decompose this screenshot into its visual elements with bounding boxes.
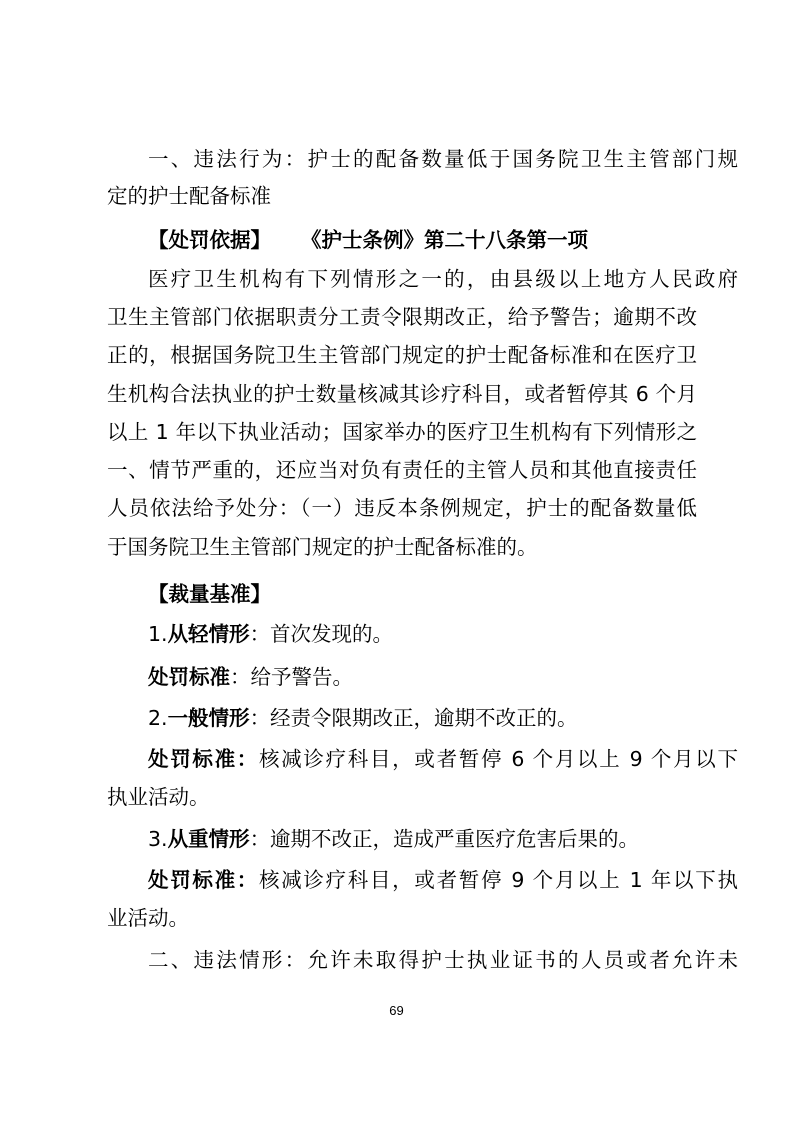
heavy-circumstance [148,825,738,853]
light-penalty [148,663,738,691]
basis-paragraph-line: 以上 1 年以下执业活动；国家举办的医疗卫生机构有下列情形之 [107,420,697,444]
basis-paragraph-line: 生机构合法执业的护士数量核减其诊疗科目，或者暂停其 6 个月 [107,382,697,406]
heavy-penalty-label: 处罚标准： [148,868,259,892]
light-text: ：首次发现的。 [249,622,394,646]
basis-label: 【处罚依据】 [148,228,271,252]
light-penalty-label: 处罚标准 [148,665,230,689]
basis-paragraph-line: 医疗卫生机构有下列情形之一的，由县级以上地方人民政府 [148,267,738,291]
general-penalty-line2: 执业活动。 [107,785,210,809]
basis-paragraph-line: 卫生主管部门依据职责分工责令限期改正，给予警告；逾期不改 [107,305,697,329]
section2-heading-line1: 二、违法情形：允许未取得护士执业证书的人员或者允许未 [148,948,738,972]
basis-paragraph-line: 一、情节严重的，还应当对负有责任的主管人员和其他直接责任 [107,458,697,482]
general-penalty-line1 [148,745,738,773]
heavy-label: 从重情形 [167,827,250,851]
heavy-penalty-line2: 业活动。 [107,906,189,930]
light-number: 1. [148,622,168,646]
heavy-penalty-text: 核减诊疗科目，或者暂停 9 个月以上 1 年以下执 [259,868,739,892]
basis-paragraph-line: 于国务院卫生主管部门规定的护士配备标准的。 [107,535,538,559]
basis-paragraph-line: 人员依法给予处分：（一）违反本条例规定，护士的配备数量低 [107,496,697,520]
section1-heading-line2: 定的护士配备标准 [107,184,271,208]
standard-heading: 【裁量基准】 [148,582,271,606]
light-penalty-text: ：给予警告。 [230,665,353,689]
general-circumstance [148,704,738,732]
basis-heading [148,226,738,254]
general-penalty-label: 处罚标准： [148,747,259,771]
general-number: 2. [148,706,168,730]
basis-reference: 《护士条例》第二十八条第一项 [301,228,588,252]
general-penalty-text: 核减诊疗科目，或者暂停 6 个月以上 9 个月以下 [259,747,739,771]
general-text: ：经责令限期改正，逾期不改正的。 [249,706,578,730]
heavy-number: 3. [148,827,168,851]
heavy-text: ：逾期不改正，造成严重医疗危害后果的。 [249,827,640,851]
light-circumstance [148,620,738,648]
basis-paragraph-line: 正的，根据国务院卫生主管部门规定的护士配备标准和在医疗卫 [107,343,697,367]
section1-heading-line1: 一、违法行为：护士的配备数量低于国务院卫生主管部门规 [148,147,738,171]
page-number: 69 [389,1003,404,1018]
light-label: 从轻情形 [167,622,250,646]
general-label: 一般情形 [167,706,250,730]
heavy-penalty-line1 [148,866,738,894]
